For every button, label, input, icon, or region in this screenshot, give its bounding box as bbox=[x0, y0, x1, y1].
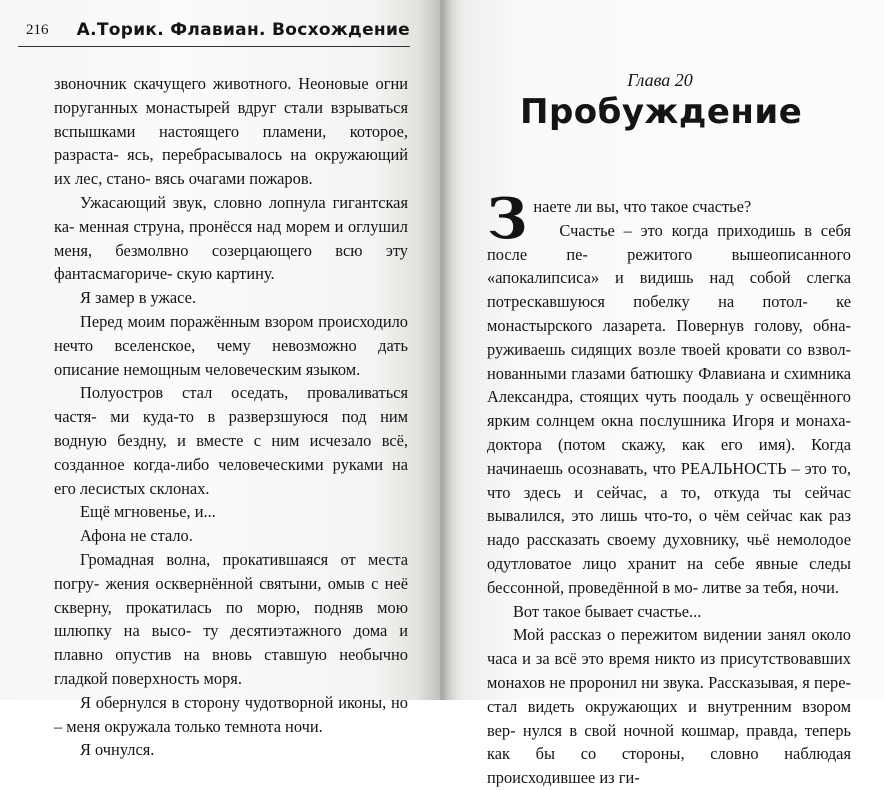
paragraph: Я замер в ужасе. bbox=[80, 288, 196, 308]
paragraph: звоночник скачущего животного. Неоновые огни поруганных монастырей вдруг стали взрываться вспышками настоящего пламени, которое, разраста- ясь, перебрасывалось на окружающий их лес, стано- вясь очагами пожаров. bbox=[54, 74, 408, 189]
book-gutter bbox=[418, 0, 464, 700]
left-page-header bbox=[18, 20, 410, 47]
paragraph: Ужасающий звук, словно лопнула гигантская ка- менная струна, пронёсся над морем и оглушил меня, безмолвно созерцающего всю эту фантасмагориче- скую картину. bbox=[54, 192, 408, 284]
paragraph: Ещё мгновенье, и... bbox=[80, 502, 216, 522]
drop-cap: З bbox=[487, 186, 528, 252]
running-title: А.Торик. Флавиан. Восхождение bbox=[76, 20, 410, 40]
paragraph: Я обернулся в сторону чудотворной иконы, но – меня окружала только темнота ночи. bbox=[54, 692, 408, 736]
paragraph: Афона не стало. bbox=[80, 526, 193, 546]
paragraph: Полуостров стал оседать, проваливаться частя- ми куда-то в разверзшуюся под ним водную бездну, и вместе с ним исчезало всё, созданное когда-либо человеческими руками на его лесистых склонах. bbox=[54, 383, 408, 498]
paragraph: Перед моим поражённым взором происходило нечто вселенское, чему невозможно дать описание немощным человеческим языком. bbox=[54, 311, 408, 379]
opening-line: наете ли вы, что такое счастье? bbox=[533, 197, 752, 216]
right-page-body bbox=[487, 186, 851, 790]
opening-paragraph bbox=[487, 186, 851, 252]
paragraph: Счастье – это когда приходишь в себя после пе- режитого вышеописанного «апокалипсиса» и видишь над собой слегка потрескавшуюся побелку на потол- ке монастырского лазарета. Повернув голову, обна- руживаешь сидящих возле твоей кровати со взвол- нованными глазами батюшку Флавиана и схимника Александра, стоящих чуть поодаль у освещённого ярким солнцем окна послушника Игоря и монаха- доктора (потом скажу, как его имя). Когда начинаешь осознавать, что РЕАЛЬНОСТЬ – это то, что здесь и сейчас, а то, откуда ты сейчас вывалился, это лишь что-то, о чём сейчас как раз надо рассказать своему духовнику, чьё немолодое одутловатое лицо хранит на себе явные следы бессонной, проведённой в мо- литве за тебя, ночи. bbox=[487, 220, 851, 597]
chapter-title: Пробуждение bbox=[520, 92, 803, 132]
chapter-label: Глава 20 bbox=[627, 70, 693, 90]
left-page-body bbox=[54, 72, 408, 762]
paragraph: Я очнулся. bbox=[80, 740, 155, 760]
paragraph: Мой рассказ о пережитом видении занял около часа и за всё это время никто из присутствовавших монахов не проронил ни звука. Рассказывая, я пере- стал видеть окружающих и внутренним взором вер- нулся в свой ночной кошмар, правда, теперь как бы со стороны, словно наблюдая происходившее из ги- bbox=[487, 625, 851, 788]
paragraph: Вот такое бывает счастье... bbox=[513, 601, 702, 621]
paragraph: Громадная волна, прокатившаяся от места погру- жения осквернённой святыни, омыв с неё скверну, прокатилась по морю, подняв мою шлюпку на высо- ту десятиэтажного дома и плавно опустив на вновь ставшую необычно гладкой поверхность моря. bbox=[54, 549, 408, 688]
page-number: 216 bbox=[26, 22, 49, 38]
